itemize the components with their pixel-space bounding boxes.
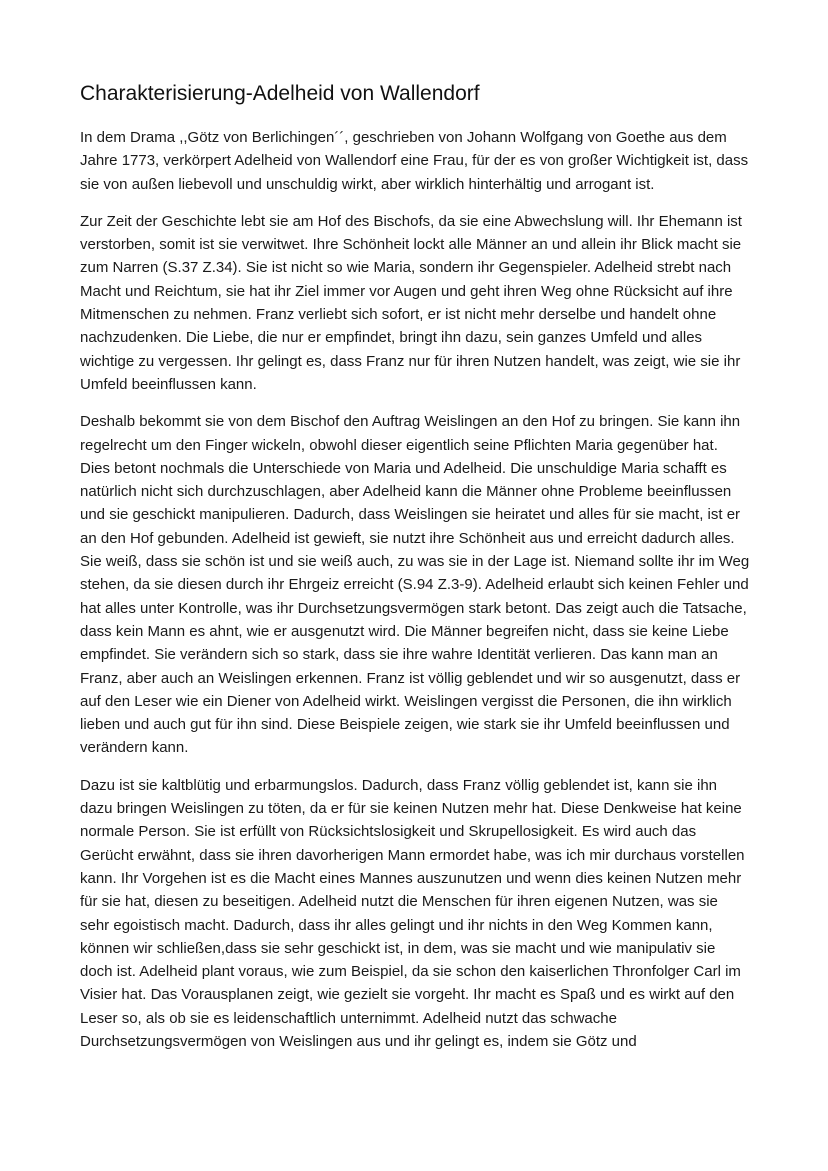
paragraph-cold-blooded: Dazu ist sie kaltblütig und erbarmungslos. Dadurch, dass Franz völlig geblendet ist, kann sie ihn dazu bringen Weislingen zu töten, da er für sie keinen Nutzen mehr hat. Diese Denkweise hat keine normale Person. Sie ist erfüllt von Rücksichtslosigkeit und Skrupellosigkeit. Es wird auch das Gerücht erwähnt, dass sie ihren davorherigen Mann ermordet habe, was ich mir durchaus vorstellen kann. Ihr Vorgehen ist es die Macht eines Mannes auszunutzen und wenn dies keinen Nutzen mehr für sie hat, diesen zu beseitigen. Adelheid nutzt die Menschen für ihren eigenen Nutzen, was sie sehr egoistisch macht. Dadurch, dass ihr alles gelingt und ihr nichts in den Weg Kommen kann, können wir schließen,dass sie sehr geschickt ist, in dem, was sie macht und wie manipulativ sie doch ist. Adelheid plant voraus, wie zum Beispiel, da sie schon den kaiserlichen Thronfolger Carl im Visier hat. Das Vorausplanen zeigt, wie gezielt sie vorgeht. Ihr macht es Spaß und es wirkt auf den Leser so, als ob sie es leidenschaftlich unternimmt. Adelheid nutzt das schwache Durchsetzungsvermögen von Weislingen aus und ihr gelingt es, indem sie Götz und (80, 776, 745, 1050)
paragraph-weislingen: Deshalb bekommt sie von dem Bischof den Auftrag Weislingen an den Hof zu bringen. Sie kann ihn regelrecht um den Finger wickeln, obwohl dieser eigentlich seine Pflichten Maria gegenüber hat. Dies betont nochmals die Unterschiede von Maria und Adelheid. Die unschuldige Maria schafft es natürlich nicht sich durchzuschlagen, aber Adelheid kann die Männer ohne Probleme beeinflussen und sie geschickt manipulieren. Dadurch, dass Weislingen sie heiratet und alles für sie macht, ist er an den Hof gebunden. Adelheid ist gewieft, sie nutzt ihre Schönheit aus und erreicht dadurch alles. Sie weiß, dass sie schön ist und sie weiß auch, zu was sie in der Lage ist. Niemand sollte ihr im Weg stehen, da sie diesen durch ihr Ehrgeiz erreicht (S.94 Z.3-9). Adelheid erlaubt sich keinen Fehler und hat alles unter Kontrolle, was ihr Durchsetzungsvermögen stark betont. Das zeigt auch die Tatsache, dass kein Mann es ahnt, wie er ausgenutzt wird. Die Männer begreifen nicht, dass sie keine Liebe empfindet. Sie verändern sich so stark, dass sie ihre wahre Identität verlieren. Das kann man an Franz, aber auch an Weislingen erkennen. Franz ist völlig geblendet und wir so ausgenutzt, dass er auf den Leser wie ein Diener von Adelheid wirkt. Weislingen vergisst die Personen, die ihn wirklich lieben und auch gut für ihn sind. Diese Beispiele zeigen, wie stark sie ihr Umfeld beeinflussen und verändern kann. (80, 413, 750, 757)
document-page (80, 80, 750, 1067)
paragraph-intro: In dem Drama ,,Götz von Berlichingen´´, geschrieben von Johann Wolfgang von Goethe aus dem Jahre 1773, verkörpert Adelheid von Wallendorf eine Frau, für der es von großer Wichtigkeit ist, dass sie von außen liebevoll und unschuldig wirkt, aber wirklich hinterhältig und arrogant ist. (80, 129, 749, 193)
document-title: Charakterisierung-Adelheid von Wallendorf (80, 82, 480, 105)
paragraph-court-life: Zur Zeit der Geschichte lebt sie am Hof des Bischofs, da sie eine Abwechslung will. Ihr Ehemann ist verstorben, somit ist sie verwitwet. Ihre Schönheit lockt alle Männer an und allein ihr Blick macht sie zum Narren (S.37 Z.34). Sie ist nicht so wie Maria, sondern ihr Gegenspieler. Adelheid strebt nach Macht und Reichtum, sie hat ihr Ziel immer vor Augen und geht ihren Weg ohne Rücksicht auf ihre Mitmenschen zu nehmen. Franz verliebt sich sofort, er ist nicht mehr derselbe und handelt ohne nachzudenken. Die Liebe, die nur er empfindet, bringt ihn dazu, sein ganzes Umfeld und alles wichtige zu vergessen. Ihr gelingt es, dass Franz nur für ihren Nutzen handelt, was zeigt, wie sie ihr Umfeld beeinflussen kann. (80, 212, 742, 393)
